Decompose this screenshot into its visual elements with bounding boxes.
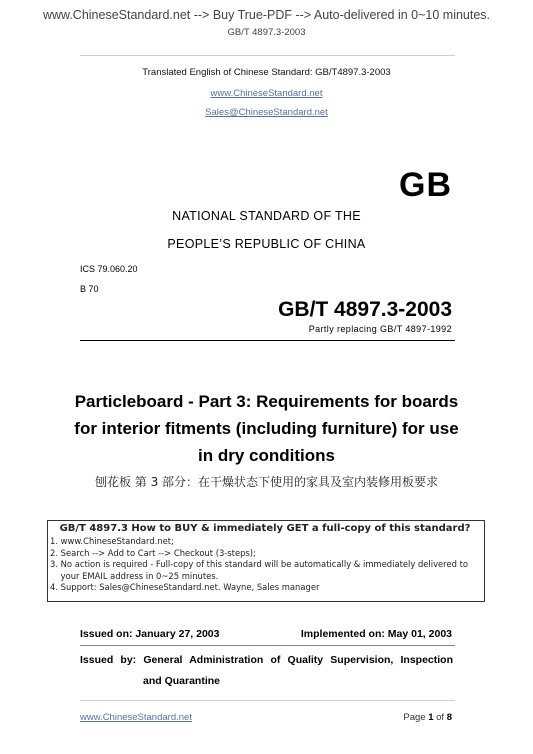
page-total: 8 (446, 712, 452, 723)
page-current: 1 (428, 712, 434, 723)
header-divider (80, 55, 455, 56)
title-line: for interior fitments (including furniture) for use (74, 419, 459, 438)
buy-instructions-box (47, 520, 485, 602)
document-title (40, 388, 493, 469)
issued-divider (80, 645, 455, 646)
title-divider (80, 340, 455, 341)
title-line: Particleboard - Part 3: Requirements for boards (74, 392, 459, 411)
title-line: in dry conditions (198, 446, 335, 465)
national-standard-heading: NATIONAL STANDARD OF THE (172, 209, 361, 223)
buy-step: 3. No action is required - Full-copy of this standard will be automatically & immediately delivered to (50, 559, 468, 569)
website-link[interactable]: www.ChineseStandard.net (210, 88, 323, 99)
chinese-title: 刨花板 第 3 部分：在干燥状态下使用的家具及室内装修用板要求 (94, 475, 439, 489)
standard-number: GB/T 4897.3-2003 (278, 298, 452, 321)
website-link-row (0, 83, 533, 101)
prc-heading: PEOPLE’S REPUBLIC OF CHINA (167, 237, 366, 251)
issued-by (80, 650, 453, 692)
issued-by-line: and Quarantine (143, 675, 221, 687)
page-indicator (403, 712, 452, 723)
buy-step: your EMAIL address in 0~25 minutes. (50, 570, 219, 581)
email-link-row (0, 102, 533, 120)
footer-link[interactable]: www.ChineseStandard.net (80, 712, 192, 723)
buy-step: 2. Search --> Add to Cart --> Checkout (3-steps); (50, 547, 256, 558)
issued-on: Issued on: January 27, 2003 (80, 628, 220, 640)
buy-step: 1. www.ChineseStandard.net; (50, 536, 174, 546)
top-banner: www.ChineseStandard.net --> Buy True-PDF --> Auto-delivered in 0~10 minutes. (42, 8, 491, 22)
gb-mark: GB (399, 166, 452, 204)
page-of: of (433, 712, 447, 723)
translated-line: Translated English of Chinese Standard: GB/T4897.3-2003 (142, 67, 391, 78)
buy-step: 4. Support: Sales@ChineseStandard.net. Wayne, Sales manager (50, 582, 320, 592)
header-standard-code: GB/T 4897.3-2003 (227, 27, 306, 38)
issued-by-line: Issued by: General Administration of Quality Supervision, Inspection (80, 654, 453, 666)
ics-code: ICS 79.060.20 (80, 264, 138, 274)
ccs-code: B 70 (80, 284, 99, 294)
implemented-on: Implemented on: May 01, 2003 (300, 628, 452, 640)
footer-divider (80, 700, 455, 701)
email-link[interactable]: Sales@ChineseStandard.net (205, 107, 328, 118)
page-prefix: Page (403, 712, 429, 723)
replacing-note: Partly replacing GB/T 4897-1992 (308, 324, 452, 334)
buy-box-title: GB/T 4897.3 How to BUY & immediately GET a full-copy of this standard? (59, 523, 471, 534)
